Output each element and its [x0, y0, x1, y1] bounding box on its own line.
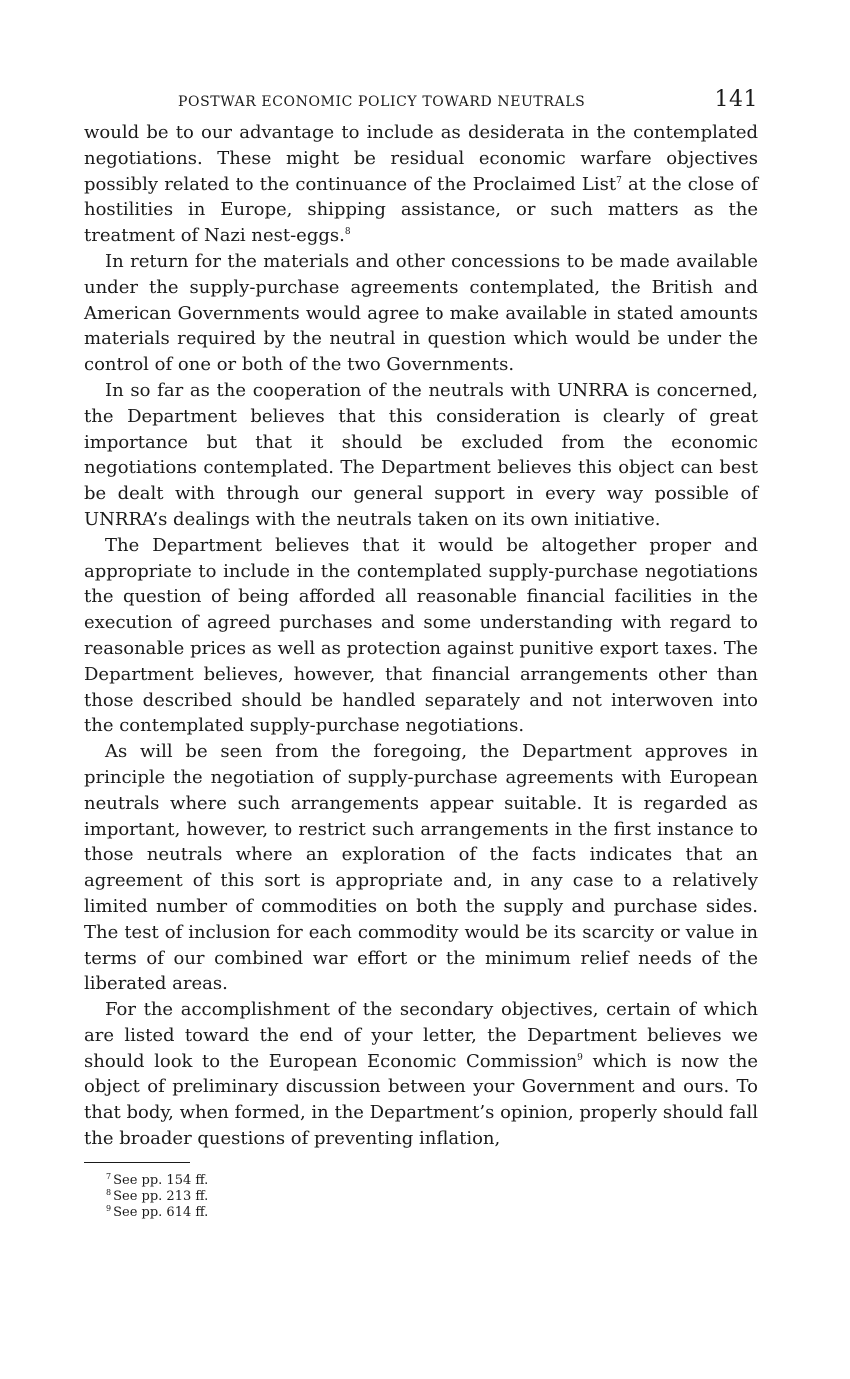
footnote-divider — [84, 1162, 190, 1163]
document-page — [84, 84, 758, 1221]
footnote — [106, 1173, 758, 1189]
running-title: POSTWAR ECONOMIC POLICY TOWARD NEUTRALS — [178, 94, 586, 110]
footnote-text: See pp. 614 ff. — [113, 1204, 209, 1220]
paragraph: The Department believes that it would be altogether proper and appropriate to include in the contemplated supply-purchase negotiations the question of being afforded all reasonable financial facilities in the execution of agreed purchases and some understanding with regard to reasonable prices as well as protection against punitive export taxes. The Department believes, however, that financial arrangements other than those described should be handled separately and not interwoven into the contemplated supply-purchase negotiations. — [84, 534, 758, 737]
footnote — [106, 1205, 758, 1221]
footnote-reference: 7 — [616, 175, 622, 186]
footnote-marker: 7 — [106, 1171, 112, 1181]
paragraph: As will be seen from the foregoing, the Department approves in principle the negotiation of supply-purchase agreements with European neutrals where such arrangements appear suitable. It is regarded as important, however, to restrict such arrangements in the first instance to those neutrals where an exploration of the facts indicates that an agreement of this sort is appropriate and, in any case to a relatively limited number of commodities on both the supply and purchase sides. The test of inclusion for each commodity would be its scarcity or value in terms of our combined war effort or the minimum relief needs of the liberated areas. — [84, 741, 758, 995]
footnote-text: See pp. 213 ff. — [113, 1188, 209, 1204]
paragraph: would be to our advantage to include as desiderata in the contemplated negotiations. These might be residual economic warfare objectives possibly related to the continuance of the Proclaimed List$^7$ at the close of hostilities in Europe, shipping assistance, or such matters as the treatment of Nazi nest-eggs.$^8$ — [84, 122, 758, 247]
paragraph: For the accomplishment of the secondary objectives, certain of which are listed toward the end of your letter, the Department believes we should look to the European Economic Commission$^9$ which is now the object of preliminary discussion between your Government and ours. To that body, when formed, in the Department’s opinion, properly should fall the broader questions of preventing inflation, — [84, 999, 758, 1150]
paragraph: In so far as the cooperation of the neutrals with UNRRA is concerned, the Department believes that this consideration is clearly of great importance but that it should be excluded from the economic negotiations contemplated. The Department believes this object can best be dealt with through our general support in every way possible of UNRRA’s dealings with the neutrals taken on its own initiative. — [84, 379, 758, 530]
running-head — [84, 84, 758, 120]
footnote-marker: 8 — [106, 1187, 112, 1197]
body-text — [84, 120, 758, 1152]
page-number: 141 — [714, 87, 758, 112]
footnotes — [84, 1173, 758, 1221]
footnote-reference: 8 — [344, 227, 351, 238]
footnote-marker: 9 — [106, 1203, 112, 1213]
footnote — [106, 1189, 758, 1205]
footnote-text: See pp. 154 ff. — [113, 1172, 209, 1188]
paragraph: In return for the materials and other concessions to be made available under the supply-purchase agreements contemplated, the British and American Governments would agree to make available in stated amounts materials required by the neutral in question which would be under the control of one or both of the two Governments. — [84, 250, 758, 376]
footnote-reference: 9 — [577, 1052, 583, 1063]
